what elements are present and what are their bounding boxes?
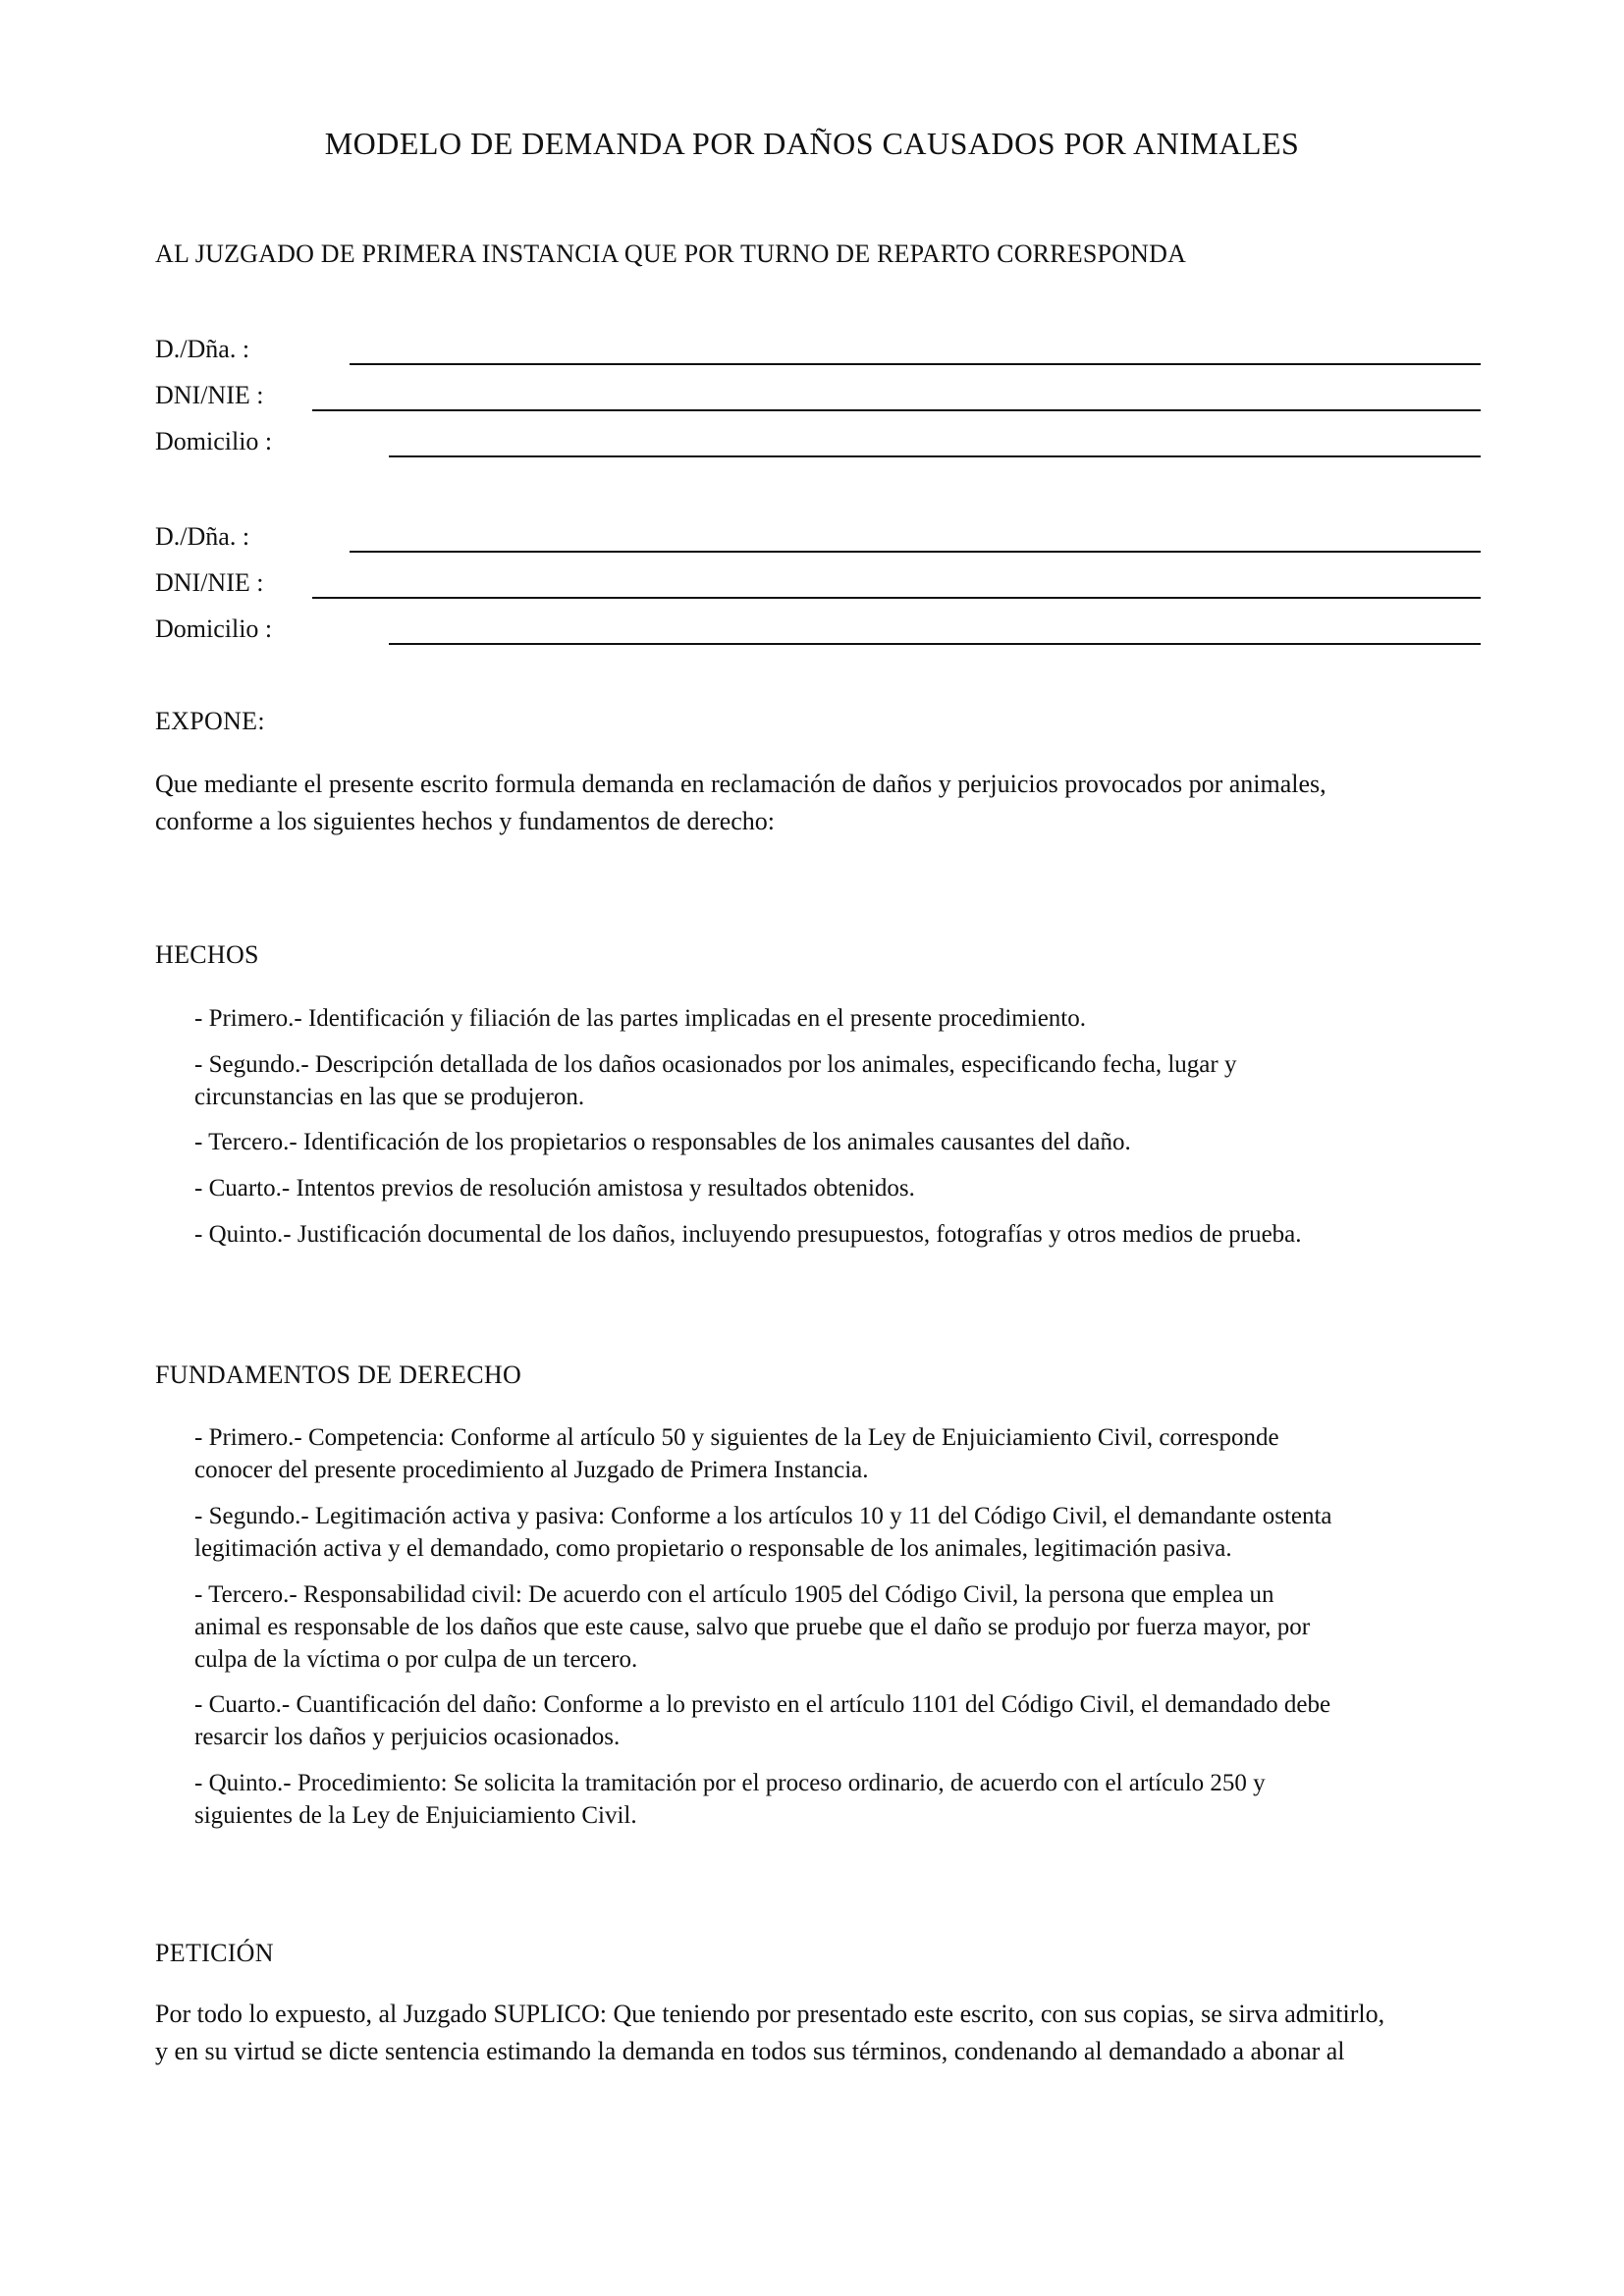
expone-line-2: conforme a los siguientes hechos y fundamentos de derecho: [155,807,776,835]
fundamentos-item-3-line-2: animal es responsable de los daños que este cause, salvo que pruebe que el daño se produjo por fuerza mayor, por [194,1614,1311,1640]
party1-name-line[interactable] [350,363,1481,365]
hechos-item-1 [194,1002,1500,1035]
party2-name-field[interactable] [155,517,1481,557]
party1-address-label: Domicilio : [155,427,273,455]
expone-heading: EXPONE: [155,707,265,735]
party1-name-label: D./Dña. : [155,335,250,363]
party2-name-label: D./Dña. : [155,522,250,551]
hechos-heading: HECHOS [155,940,259,969]
expone-line-1: Que mediante el presente escrito formula demanda en reclamación de daños y perjuicios provocados por animales, [155,770,1326,798]
fundamentos-item-1 [194,1421,1500,1486]
fundamentos-item-5 [194,1767,1500,1832]
fundamentos-item-3-line-1: - Tercero.- Responsabilidad civil: De acuerdo con el artículo 1905 del Código Civil, la persona que emplea un [194,1581,1274,1608]
fundamentos-heading: FUNDAMENTOS DE DERECHO [155,1361,522,1389]
fundamentos-item-3 [194,1578,1500,1676]
court-addressee: AL JUZGADO DE PRIMERA INSTANCIA QUE POR TURNO DE REPARTO CORRESPONDA [155,240,1187,268]
party2-address-label: Domicilio : [155,614,273,643]
hechos-item-4-line-1: - Cuarto.- Intentos previos de resolución amistosa y resultados obtenidos. [194,1175,915,1201]
hechos-item-1-line-1: - Primero.- Identificación y filiación de las partes implicadas en el presente procedimiento. [194,1005,1086,1032]
peticion-heading: PETICIÓN [155,1939,274,1967]
party1-address-line[interactable] [389,455,1481,457]
hechos-item-2 [194,1048,1500,1113]
fundamentos-item-2 [194,1500,1500,1565]
peticion-line-2: y en su virtud se dicte sentencia estimando la demanda en todos sus términos, condenando al demandado a abonar al [155,2037,1345,2065]
party2-id-line[interactable] [312,597,1481,599]
party2-address-line[interactable] [389,643,1481,645]
fundamentos-item-3-line-3: culpa de la víctima o por culpa de un tercero. [194,1646,638,1673]
fundamentos-item-5-line-1: - Quinto.- Procedimiento: Se solicita la tramitación por el proceso ordinario, de acuerdo con el artículo 250 y [194,1770,1266,1796]
fundamentos-item-4-line-1: - Cuarto.- Cuantificación del daño: Conforme a lo previsto en el artículo 1101 del Código Civil, el demandado debe [194,1691,1331,1718]
fundamentos-item-4 [194,1688,1500,1753]
peticion-paragraph [155,1996,1490,2070]
document-title: MODELO DE DEMANDA POR DAÑOS CAUSADOS POR ANIMALES [324,126,1300,161]
party1-id-field[interactable] [155,376,1481,415]
hechos-item-2-line-1: - Segundo.- Descripción detallada de los daños ocasionados por los animales, especificando fecha, lugar y [194,1051,1237,1078]
hechos-item-5-line-1: - Quinto.- Justificación documental de los daños, incluyendo presupuestos, fotografías y otros medios de prueba. [194,1221,1302,1248]
hechos-item-5 [194,1218,1500,1251]
peticion-line-1: Por todo lo expuesto, al Juzgado SUPLICO: Que teniendo por presentado este escrito, con sus copias, se sirva admitirlo, [155,2000,1385,2028]
hechos-item-2-line-2: circunstancias en las que se produjeron. [194,1084,585,1110]
party1-id-label: DNI/NIE : [155,381,264,409]
expone-paragraph [155,766,1490,840]
party2-address-field[interactable] [155,610,1481,649]
fundamentos-item-5-line-2: siguientes de la Ley de Enjuiciamiento Civil. [194,1802,637,1829]
fundamentos-item-2-line-1: - Segundo.- Legitimación activa y pasiva: Conforme a los artículos 10 y 11 del Código Civil, el demandante ostenta [194,1503,1332,1529]
party2-name-line[interactable] [350,551,1481,553]
hechos-item-3-line-1: - Tercero.- Identificación de los propietarios o responsables de los animales causantes del daño. [194,1129,1131,1155]
fundamentos-item-1-line-1: - Primero.- Competencia: Conforme al artículo 50 y siguientes de la Ley de Enjuiciamiento Civil, corresponde [194,1424,1279,1451]
fundamentos-item-1-line-2: conocer del presente procedimiento al Juzgado de Primera Instancia. [194,1457,869,1483]
hechos-item-4 [194,1172,1500,1204]
party1-name-field[interactable] [155,330,1481,369]
fundamentos-item-4-line-2: resarcir los daños y perjuicios ocasionados. [194,1724,621,1750]
party1-address-field[interactable] [155,422,1481,461]
party2-id-label: DNI/NIE : [155,568,264,597]
party2-id-field[interactable] [155,563,1481,603]
party1-id-line[interactable] [312,409,1481,411]
fundamentos-item-2-line-2: legitimación activa y el demandado, como propietario o responsable de los animales, legitimación pasiva. [194,1535,1232,1562]
hechos-item-3 [194,1126,1500,1158]
